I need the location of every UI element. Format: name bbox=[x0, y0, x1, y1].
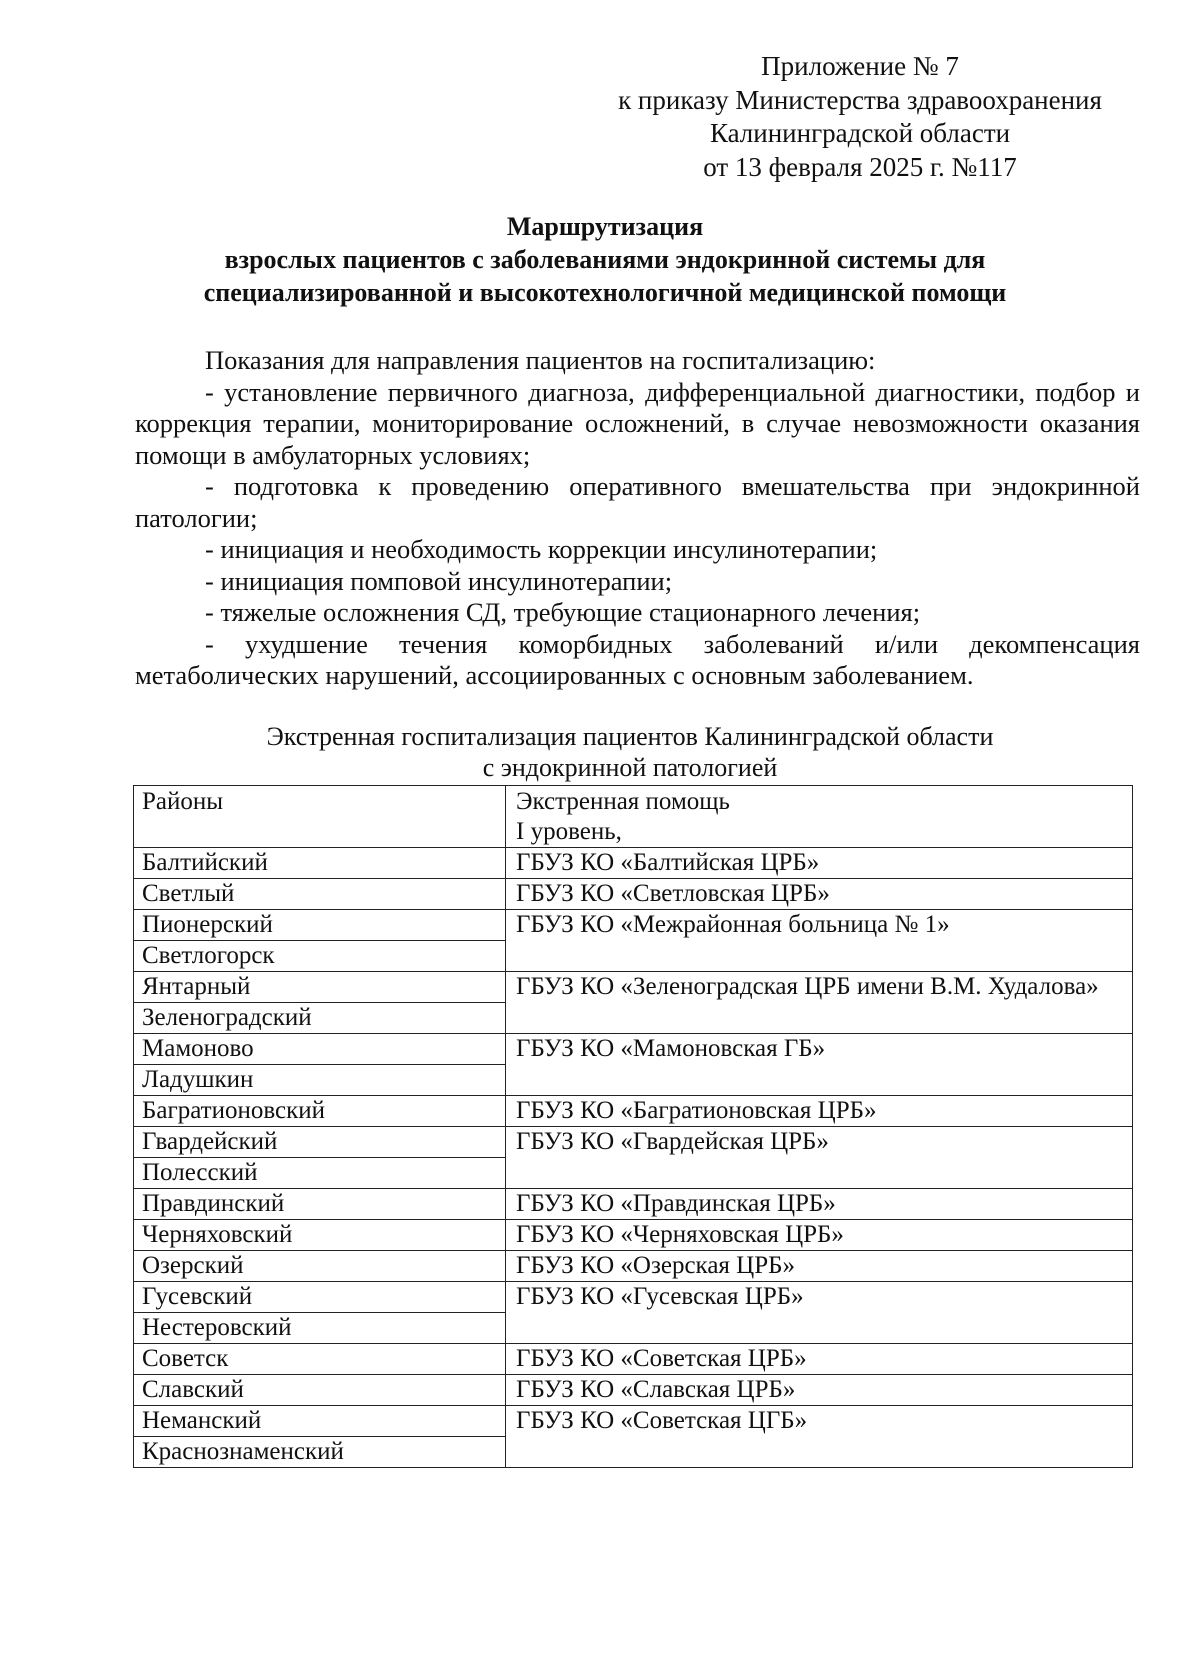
document-title bbox=[130, 210, 1080, 309]
indication-item: - подготовка к проведению оперативного вмешательства при эндокринной патологии; bbox=[135, 471, 1140, 533]
hospital-cell: ГБУЗ КО «Славская ЦРБ» bbox=[506, 1375, 1133, 1406]
appendix-order-ref: к приказу Министерства здравоохранения bbox=[618, 84, 1102, 115]
header-emergency-help bbox=[506, 786, 1133, 848]
table-caption-line-1: Экстренная госпитализация пациентов Калининградской области bbox=[266, 722, 994, 751]
district-cell: Янтарный bbox=[134, 972, 506, 1003]
district-cell: Советск bbox=[134, 1344, 506, 1375]
district-cell: Неманский bbox=[134, 1406, 506, 1437]
table-row bbox=[134, 1406, 1133, 1437]
hospital-cell: ГБУЗ КО «Мамоновская ГБ» bbox=[506, 1034, 1133, 1096]
header-help-line-2: I уровень, bbox=[516, 818, 622, 845]
appendix-date: от 13 февраля 2025 г. №117 bbox=[703, 151, 1017, 182]
header-districts: Районы bbox=[134, 786, 506, 848]
district-cell: Зеленоградский bbox=[134, 1003, 506, 1034]
district-cell: Балтийский bbox=[134, 848, 506, 879]
appendix-region: Калининградской области bbox=[709, 118, 1011, 148]
indications-intro: Показания для направления пациентов на госпитализацию: bbox=[205, 345, 876, 375]
table-row bbox=[134, 1034, 1133, 1065]
district-cell: Светлогорск bbox=[134, 941, 506, 972]
hospital-cell: ГБУЗ КО «Советская ЦРБ» bbox=[506, 1344, 1133, 1375]
table-caption-line-2: с эндокринной патологией bbox=[482, 753, 778, 782]
routing-table bbox=[133, 785, 1133, 1468]
hospital-cell: ГБУЗ КО «Озерская ЦРБ» bbox=[506, 1251, 1133, 1282]
hospital-cell: ГБУЗ КО «Зеленоградская ЦРБ имени В.М. Худалова» bbox=[506, 972, 1133, 1034]
table-header-row bbox=[134, 786, 1133, 848]
table-row bbox=[134, 848, 1133, 879]
table-row bbox=[134, 879, 1133, 910]
table-row bbox=[134, 1344, 1133, 1375]
hospital-cell: ГБУЗ КО «Светловская ЦРБ» bbox=[506, 879, 1133, 910]
table-row bbox=[134, 1096, 1133, 1127]
hospital-cell: ГБУЗ КО «Межрайонная больница № 1» bbox=[506, 910, 1133, 972]
table-row bbox=[134, 1189, 1133, 1220]
district-cell: Гусевский bbox=[134, 1282, 506, 1313]
district-cell: Озерский bbox=[134, 1251, 506, 1282]
indication-item: - инициация и необходимость коррекции инсулинотерапии; bbox=[205, 534, 878, 564]
table-row bbox=[134, 972, 1133, 1003]
indication-item: - установление первичного диагноза, дифференциальной диагностики, подбор и коррекция терапии, мониторирование осложнений, в случае невозможности оказания помощи в амбулаторных условиях; bbox=[135, 376, 1140, 470]
hospital-cell: ГБУЗ КО «Гвардейская ЦРБ» bbox=[506, 1127, 1133, 1189]
district-cell: Краснознаменский bbox=[134, 1437, 506, 1468]
district-cell: Пионерский bbox=[134, 910, 506, 941]
table-caption bbox=[130, 721, 1130, 783]
title-line-2: взрослых пациентов с заболеваниями эндокринной системы для bbox=[224, 245, 986, 274]
indication-item: - инициация помповой инсулинотерапии; bbox=[205, 565, 673, 596]
appendix-number: Приложение № 7 bbox=[761, 51, 959, 81]
table-row bbox=[134, 1220, 1133, 1251]
hospital-cell: ГБУЗ КО «Багратионовская ЦРБ» bbox=[506, 1096, 1133, 1127]
indication-item: - ухудшение течения коморбидных заболеваний и/или декомпенсация метаболических нарушений, ассоциированных с основным заболеванием. bbox=[135, 628, 1140, 690]
hospital-cell: ГБУЗ КО «Балтийская ЦРБ» bbox=[506, 848, 1133, 879]
district-cell: Славский bbox=[134, 1375, 506, 1406]
table-row bbox=[134, 1375, 1133, 1406]
hospital-cell: ГБУЗ КО «Советская ЦГБ» bbox=[506, 1406, 1133, 1468]
district-cell: Нестеровский bbox=[134, 1313, 506, 1344]
district-cell: Багратионовский bbox=[134, 1096, 506, 1127]
hospital-cell: ГБУЗ КО «Черняховская ЦРБ» bbox=[506, 1220, 1133, 1251]
appendix-header bbox=[560, 50, 1160, 184]
district-cell: Правдинский bbox=[134, 1189, 506, 1220]
title-line-3: специализированной и высокотехнологичной медицинской помощи bbox=[203, 278, 1007, 307]
district-cell: Светлый bbox=[134, 879, 506, 910]
district-cell: Черняховский bbox=[134, 1220, 506, 1251]
indications-section bbox=[135, 345, 1140, 692]
district-cell: Гвардейский bbox=[134, 1127, 506, 1158]
indication-item: - тяжелые осложнения СД, требующие стационарного лечения; bbox=[205, 597, 921, 627]
district-cell: Мамоново bbox=[134, 1034, 506, 1065]
hospital-cell: ГБУЗ КО «Правдинская ЦРБ» bbox=[506, 1189, 1133, 1220]
table-row bbox=[134, 1251, 1133, 1282]
table-row bbox=[134, 910, 1133, 941]
header-help-line-1: Экстренная помощь bbox=[516, 788, 730, 815]
table-row bbox=[134, 1282, 1133, 1313]
district-cell: Полесский bbox=[134, 1158, 506, 1189]
district-cell: Ладушкин bbox=[134, 1065, 506, 1096]
hospital-cell: ГБУЗ КО «Гусевская ЦРБ» bbox=[506, 1282, 1133, 1344]
title-line-1: Маршрутизация bbox=[506, 212, 704, 241]
table-row bbox=[134, 1127, 1133, 1158]
